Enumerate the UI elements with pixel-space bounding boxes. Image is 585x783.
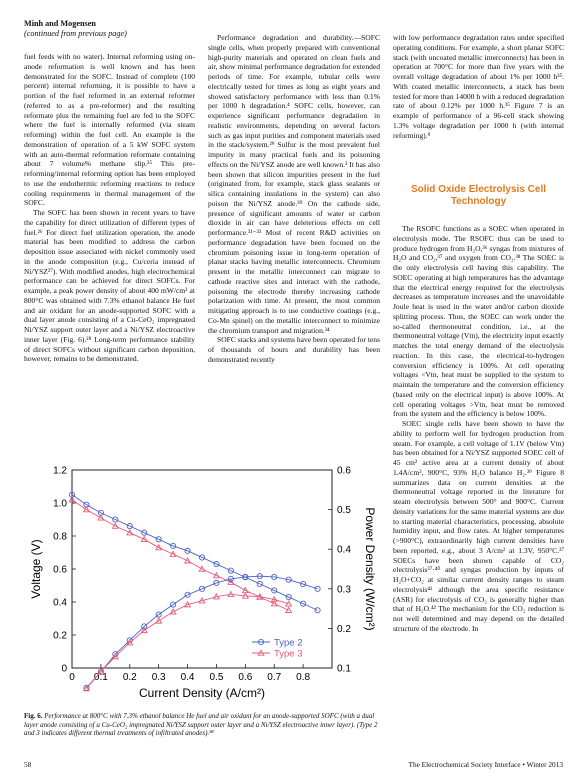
journal-footer: The Electrochemical Society Interface • Winter 2013 xyxy=(408,760,563,769)
series-line-type3-voltage xyxy=(72,500,289,611)
column-3-bottom xyxy=(393,224,564,634)
x-tick-label: 0 xyxy=(69,672,75,683)
paragraph: with low performance degradation rates under specified operating conditions. For example, a short planar SOFC stack (with uncoated metallic interconnects) has been in operation at 700°C for more than five years with the overall voltage degradation of about 1% per 1000 h³⁵. With coated metallic interconnects, a stack has been tested for more than 14000 h with a reduced degradation rate of about 0.12% per 1000 h.³⁵ Figure 7 is an example of performance of a 96-cell stack showing 1.3% voltage degradation per 1000 h (with internal reforming).⁹ xyxy=(393,33,564,140)
y-tick-label: 0.6 xyxy=(53,564,67,576)
y2-tick-label: 0.2 xyxy=(337,623,351,635)
paragraph: The SOFC has been shown in recent years to have the capability for direct utilization of different types of fuel.²⁶ For direct fuel utilization operation, the anode material has been modified to address the carbon deposition issue associated with nickel commonly used in the anode composition (e.g., Cu/ceria instead of Ni/YSZ²⁷). With modified anodes, high electrochemical performance can be achieved for direct SOFCs. For example, a peak power density of about 400 mW/cm² at 800°C was obtained with 7.3% ethanol balance He fuel and air oxidant for an anode-supported SOFC with a dual layer anode consisting of a Cu-CeO₂ impregnated Ni/YSZ support outer layer and a Ni/YSZ electroactive inner layer (Fig. 6).²⁸ Long-term performance stability of direct SOFCs without significant carbon deposition, however, remains to be demonstrated. xyxy=(24,208,195,364)
y2-axis-label: Power Density (W/cm²) xyxy=(363,507,377,631)
x-tick-label: 0.1 xyxy=(93,672,108,683)
x-axis-label: Current Density (A/cm²) xyxy=(138,686,266,700)
series-line-type2-power xyxy=(86,576,317,688)
page-number: 58 xyxy=(24,760,32,769)
y2-tick-label: 0.3 xyxy=(337,584,351,596)
y2-tick-label: 0.4 xyxy=(337,544,351,556)
paragraph: SOEC single cells have been shown to have the ability to perform well for hydrogen production from steam. For example, a cell voltage of 1.1V (below Vtn) has been obtained for a Ni/YSZ supported SOEC cell of 45 cm² active area at a current density of about 1.4A/cm², 900°C, 93% H₂O balance H₂.³⁹ Figure 8 summarizes data on current densities at the thermoneutral voltage reported in the literature for steam electrolysis between 500° and 900°C. Current density variations for the same material systems are due to starting material characteristics, processing, absolute humidity input, and flow rates. At higher temperatures (>900°C), extraordinarily high current densities have been reported, e.g., about 3 A/cm² at 1.3V, 950°C.³⁷ SOECs have been shown capable of CO₂ electrolysis³⁷·⁴⁰ and syngas production by inputs of H₂O+CO₂ at similar current density ranges to steam electrolysis⁴¹ although the area specific resistance (ASR) for electrolysis of CO₂ is generally higher than that of H₂O.⁴² The mechanism for the CO₂ reduction is not well determined and may depend on the detailed structure of the electrode. In xyxy=(393,419,564,633)
column-3-top xyxy=(393,33,564,140)
y2-tick-label: 0.5 xyxy=(337,505,351,517)
series-line-type2-voltage xyxy=(72,495,318,611)
legend-label: Type 3 xyxy=(274,648,303,660)
x-tick-label: 0.7 xyxy=(267,672,282,683)
continued-note: (continued from previous page) xyxy=(24,29,127,38)
column-2 xyxy=(208,33,380,365)
x-tick-label: 0.6 xyxy=(238,672,253,683)
author-heading: Minh and Mogensen xyxy=(24,19,96,28)
paragraph: The RSOFC functions as a SOEC when operated in electrolysis mode. The RSOFC thus can be used to produce hydrogen from H₂O,³⁶ syngas from mixtures of H₂O and CO₂,³⁷ and oxygen from CO₂.³⁸ The SOEC is the only electrolysis cell having this capability. The SOEC operating at high temperatures has the advantage that the electrical energy required for the electrolysis decreases as temperature increases and the unavoidable Joule heat is used in the water and/or carbon dioxide splitting process. Thus, the SOEC can work under the so-called thermoneutral condition, i.e., at the thermoneutral voltage (Vtn), the electricity input exactly matches the total energy demand of the electrolysis reaction. In this case, the electrical-to-hydrogen conversion efficiency is 100%. At cell operating voltages <Vtn, heat must be supplied to the system to maintain the temperature and the conversion efficiency (based only on the electrical input) is above 100%. At cell operating voltages >Vtn, heat must be removed from the system and the efficiency is below 100%. xyxy=(393,224,564,419)
y2-tick-label: 0.1 xyxy=(337,663,351,675)
y2-tick-label: 0.6 xyxy=(337,465,351,477)
figure-6-chart xyxy=(20,458,382,708)
page-header xyxy=(24,19,127,39)
x-tick-label: 0.4 xyxy=(180,672,195,683)
y-tick-label: 0.2 xyxy=(53,630,67,642)
figure-caption xyxy=(24,712,380,738)
data-point-type2 xyxy=(315,586,320,591)
x-tick-label: 0.2 xyxy=(122,672,137,683)
x-tick-label: 0.8 xyxy=(296,672,311,683)
y-tick-label: 0.4 xyxy=(53,597,67,609)
caption-text: Performance at 800°C with 7.3% ethanol balance He fuel and air oxidant for an anode-supported SOFC (with a dual layer anode consisting of a Cu-CeO₂ impregnated Ni/YSZ support outer layer and a Ni/YSZ electroactive inner layer). (Type 2 and 3 indicates different thermal treatments of infiltrated anodes).²⁸ xyxy=(24,712,378,738)
y-tick-label: 1.0 xyxy=(53,498,67,510)
section-title: Solid Oxide Electrolysis Cell Technology xyxy=(410,184,547,207)
y-tick-label: 1.2 xyxy=(53,465,67,477)
y-tick-label: 0 xyxy=(61,663,67,675)
column-1 xyxy=(24,52,195,364)
y-tick-label: 0.8 xyxy=(53,531,67,543)
legend-label: Type 2 xyxy=(274,637,303,649)
x-tick-label: 0.3 xyxy=(151,672,166,683)
paragraph: Performance degradation and durability.—SOFC single cells, when properly prepared with conventional high-purity materials and operated on clean fuels and air, show minimal performance degradation for extended periods of time. For example, tubular cells were electrically tested for times as long as eight years and showed satisfactory performance with less than 0.1% per 1000 h degradation.⁴ SOFC cells, however, can experience significant performance degradation in realistic environments, depending on several factors such as gas input purities and component materials used in the stack/system.²⁹ Sulfur is the most prevalent fuel impurity in many practical fuels and its poisoning effects on the Ni/YSZ anode are well known.³ It has also been shown that silicon impurities present in the fuel (originated from, for example, stack glass sealants or silica containing insulations in the system) can also poison the Ni/YSZ anode.³⁰ On the cathode side, presence of significant amounts of water or carbon dioxide in air can have deleterious effects on cell performance.³¹⁻³³ Most of recent R&D activities on performance degradation have been focused on the chromium poisoning issue in long-term operation of planar stacks having metallic interconnects. Chromium present in the metallic interconnect can migrate to cathode reactive sites and interact with the cathode, poisoning the electrode thereby increasing cathode polarization with time. At present, the most common mitigating approach is to use conductive coatings (e.g., Co-Mn spinel) on the metallic interconnect to minimize the chromium transport and migration.³⁴ xyxy=(208,33,380,335)
paragraph: SOFC stacks and systems have been operated for tens of thousands of hours and durability has been demonstrated recently xyxy=(208,335,380,364)
caption-label: Fig. 6. xyxy=(24,712,43,720)
y-axis-label: Voltage (V) xyxy=(29,539,43,599)
paragraph: fuel feeds with no water). Internal reforming using on-anode reformation is well known and has been demonstrated for the SOFC. Instead of complete (100 percent) internal reforming, it is possible to have a portion of the fuel reformed in an external reformer (referred to as a pre-reformer) and the resulting reformate plus the remaining fuel are fed to the SOFC where the fuel is internally reformed (via steam reforming) within the fuel cell. An example is the demonstration of operation of a 5 kW SOFC system with an auto-thermal reformation reformate containing about 7 volume% methane slip.²⁵ This pre-reforming/internal reforming option has been employed to use the endothermic reforming reactions to reduce cooling requirements in thermal management of the SOFC. xyxy=(24,52,195,208)
x-tick-label: 0.5 xyxy=(209,672,224,683)
